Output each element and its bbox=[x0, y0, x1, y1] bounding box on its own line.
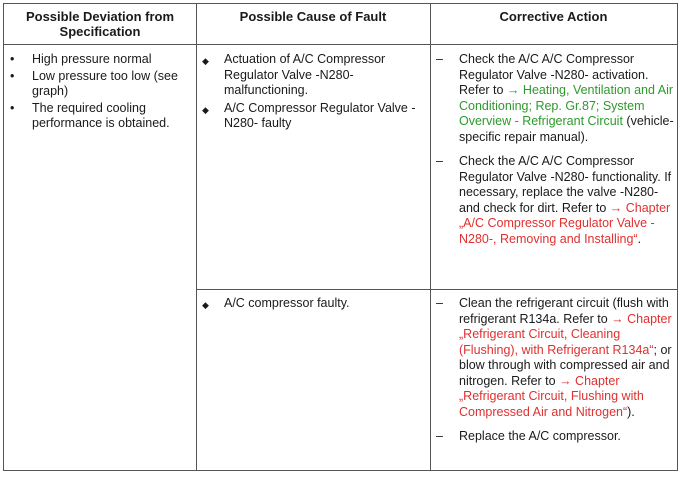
column-divider bbox=[430, 4, 431, 470]
list-item: – Check the A/C A/C Compressor Regulator Valve -N280- functionality. If necessary, replace the valve -N280- and check for dirt. Refer to → Chapter „A/C Compressor Regulator Valve -N280-, Removing and Installing“. bbox=[436, 154, 672, 246]
header-cause: Possible Cause of Fault bbox=[239, 9, 387, 24]
diamond-bullet-icon: ◆ bbox=[202, 56, 209, 66]
cause-list bbox=[202, 296, 424, 312]
list-item: ◆ Actuation of A/C Compressor Regulator Valve -N280- malfunctioning. bbox=[202, 52, 386, 97]
header-action: Corrective Action bbox=[499, 9, 608, 24]
fault-table bbox=[3, 3, 678, 471]
list-item: • Low pressure too low (see graph) bbox=[10, 68, 178, 98]
diamond-bullet-icon: ◆ bbox=[202, 300, 209, 310]
dash-icon: – bbox=[436, 429, 443, 443]
link-regulator-valve-chapter[interactable]: → Chapter „A/C Compressor Regulator Valve -N280-, Removing and Installing“ bbox=[459, 200, 671, 246]
deviation-list bbox=[10, 52, 190, 132]
action-list bbox=[436, 52, 674, 247]
header-divider bbox=[4, 44, 677, 45]
link-heating-ventilation[interactable]: → Heating, Ventilation and Air Conditioning; Rep. Gr.87; System Overview - Refrigerant Circuit bbox=[459, 83, 674, 128]
bullet-icon: • bbox=[10, 52, 15, 66]
list-item: ◆ A/C Compressor Regulator Valve -N280- faulty bbox=[202, 100, 416, 130]
row-divider bbox=[196, 289, 677, 290]
list-item: • The required cooling performance is obtained. bbox=[10, 100, 170, 130]
link-cleaning-flushing-chapter[interactable]: → Chapter „Refrigerant Circuit, Cleaning (Flushing), with Refrigerant R134a“ bbox=[459, 311, 672, 357]
action-list bbox=[436, 296, 674, 445]
bullet-icon: • bbox=[10, 68, 15, 83]
diamond-bullet-icon: ◆ bbox=[202, 104, 209, 115]
dash-icon: – bbox=[436, 154, 443, 168]
column-divider bbox=[196, 4, 197, 470]
list-item: – Replace the A/C compressor. bbox=[436, 429, 621, 443]
bullet-icon: • bbox=[10, 100, 15, 115]
list-item: – Clean the refrigerant circuit (flush with refrigerant R134a. Refer to → Chapter „Refrigerant Circuit, Cleaning (Flushing), with Refrigerant R134a“; or blow through with compressed air and nitrogen. Refer to → Chapter „Refrigerant Circuit, Flushing with Compressed Air and Nitrogen“). bbox=[436, 296, 672, 419]
cause-list bbox=[202, 52, 424, 132]
dash-icon: – bbox=[436, 296, 443, 310]
dash-icon: – bbox=[436, 52, 443, 66]
list-item: – Check the A/C A/C Compressor Regulator Valve -N280- activation. Refer to → Heating, Ventilation and Air Conditioning; Rep. Gr.87; System Overview - Refrigerant Circuit (vehicle-specific repair manual). bbox=[436, 52, 674, 144]
link-flushing-air-nitrogen-chapter[interactable]: → Chapter „Refrigerant Circuit, Flushing with Compressed Air and Nitrogen“ bbox=[459, 373, 644, 419]
header-deviation: Possible Deviation from Specification bbox=[25, 9, 175, 39]
list-item: • High pressure normal bbox=[10, 52, 152, 66]
list-item: ◆ A/C compressor faulty. bbox=[202, 296, 424, 312]
